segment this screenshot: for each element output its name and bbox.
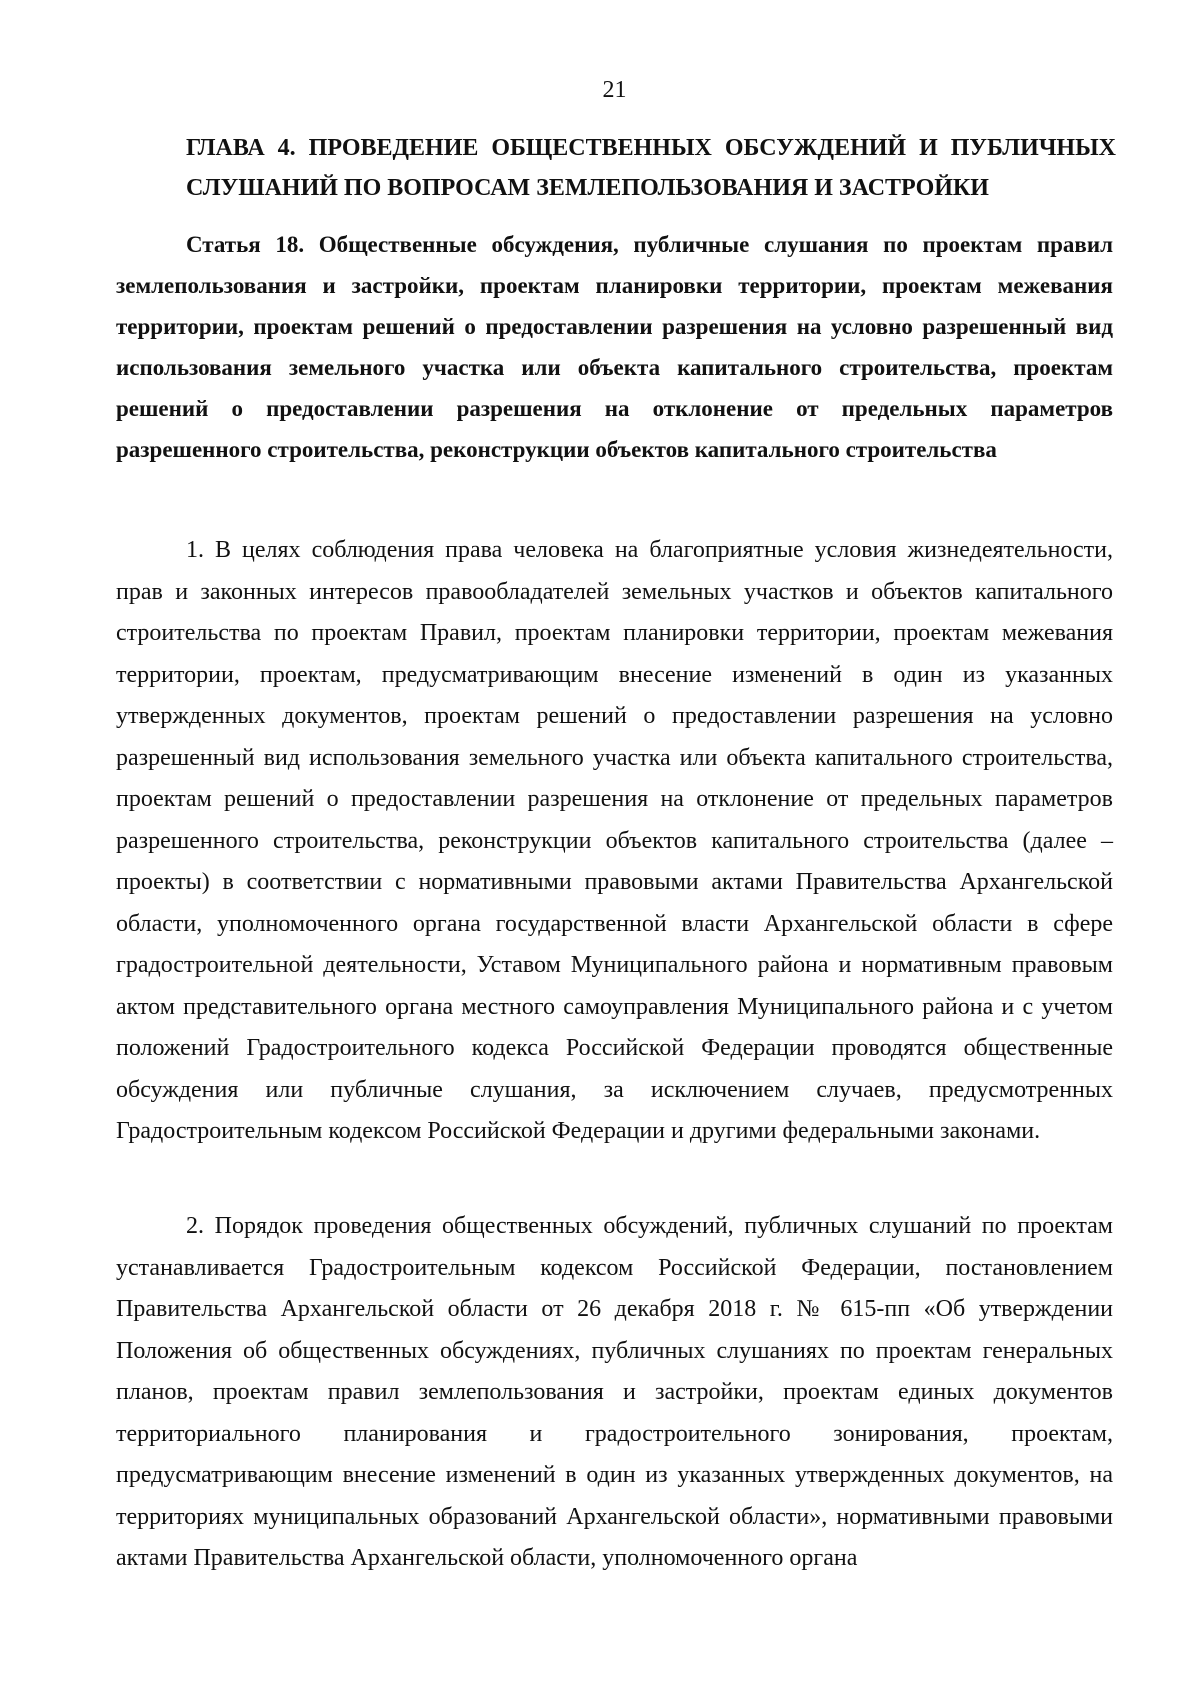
page-number: 21 [602,77,627,103]
paragraph-2: 2. Порядок проведения общественных обсуждений, публичных слушаний по проектам устанавливается Градостроительным кодексом Российской Федерации, постановлением Правительства Архангельской области от 26 декабря 2018 г. № 615-пп «Об утверждении Положения об общественных обсуждениях, публичных слушаниях по проектам генеральных планов, проектам правил землепользования и застройки, проектам единых документов территориального планирования и градостроительного зонирования, проектам, предусматривающим внесение изменений в один из указанных утвержденных документов, на территориях муниципальных образований Архангельской области», нормативными правовыми актами Правительства Архангельской области, уполномоченного органа [116,1213,1113,1571]
article-title: Статья 18. Общественные обсуждения, публичные слушания по проектам правил землепользования и застройки, проектам планировки территории, проектам межевания территории, проектам решений о предоставлении разрешения на условно разрешенный вид использования земельного участка или объекта капитального строительства, проектам решений о предоставлении разрешения на отклонение от предельных параметров разрешенного строительства, реконструкции объектов капитального строительства [116,232,1113,462]
paragraph-1: 1. В целях соблюдения права человека на благоприятные условия жизнедеятельности, прав и законных интересов правообладателей земельных участков и объектов капитального строительства по проектам Правил, проектам планировки территории, проектам межевания территории, проектам, предусматривающим внесение изменений в один из указанных утвержденных документов, проектам решений о предоставлении разрешения на условно разрешенный вид использования земельного участка или объекта капитального строительства, проектам решений о предоставлении разрешения на отклонение от предельных параметров разрешенного строительства, реконструкции объектов капитального строительства (далее – проекты) в соответствии с нормативными правовыми актами Правительства Архангельской области, уполномоченного органа государственной власти Архангельской области в сфере градостроительной деятельности, Уставом Муниципального района и нормативным правовым актом представительного органа местного самоуправления Муниципального района и с учетом положений Градостроительного кодекса Российской Федерации проводятся общественные обсуждения или публичные слушания, за исключением случаев, предусмотренных Градостроительным кодексом Российской Федерации и другими федеральными законами. [116,537,1113,1144]
chapter-title: ГЛАВА 4. ПРОВЕДЕНИЕ ОБЩЕСТВЕННЫХ ОБСУЖДЕНИЙ И ПУБЛИЧНЫХ СЛУШАНИЙ ПО ВОПРОСАМ ЗЕМЛЕПОЛЬЗОВАНИЯ И ЗАСТРОЙКИ [186,135,1116,201]
